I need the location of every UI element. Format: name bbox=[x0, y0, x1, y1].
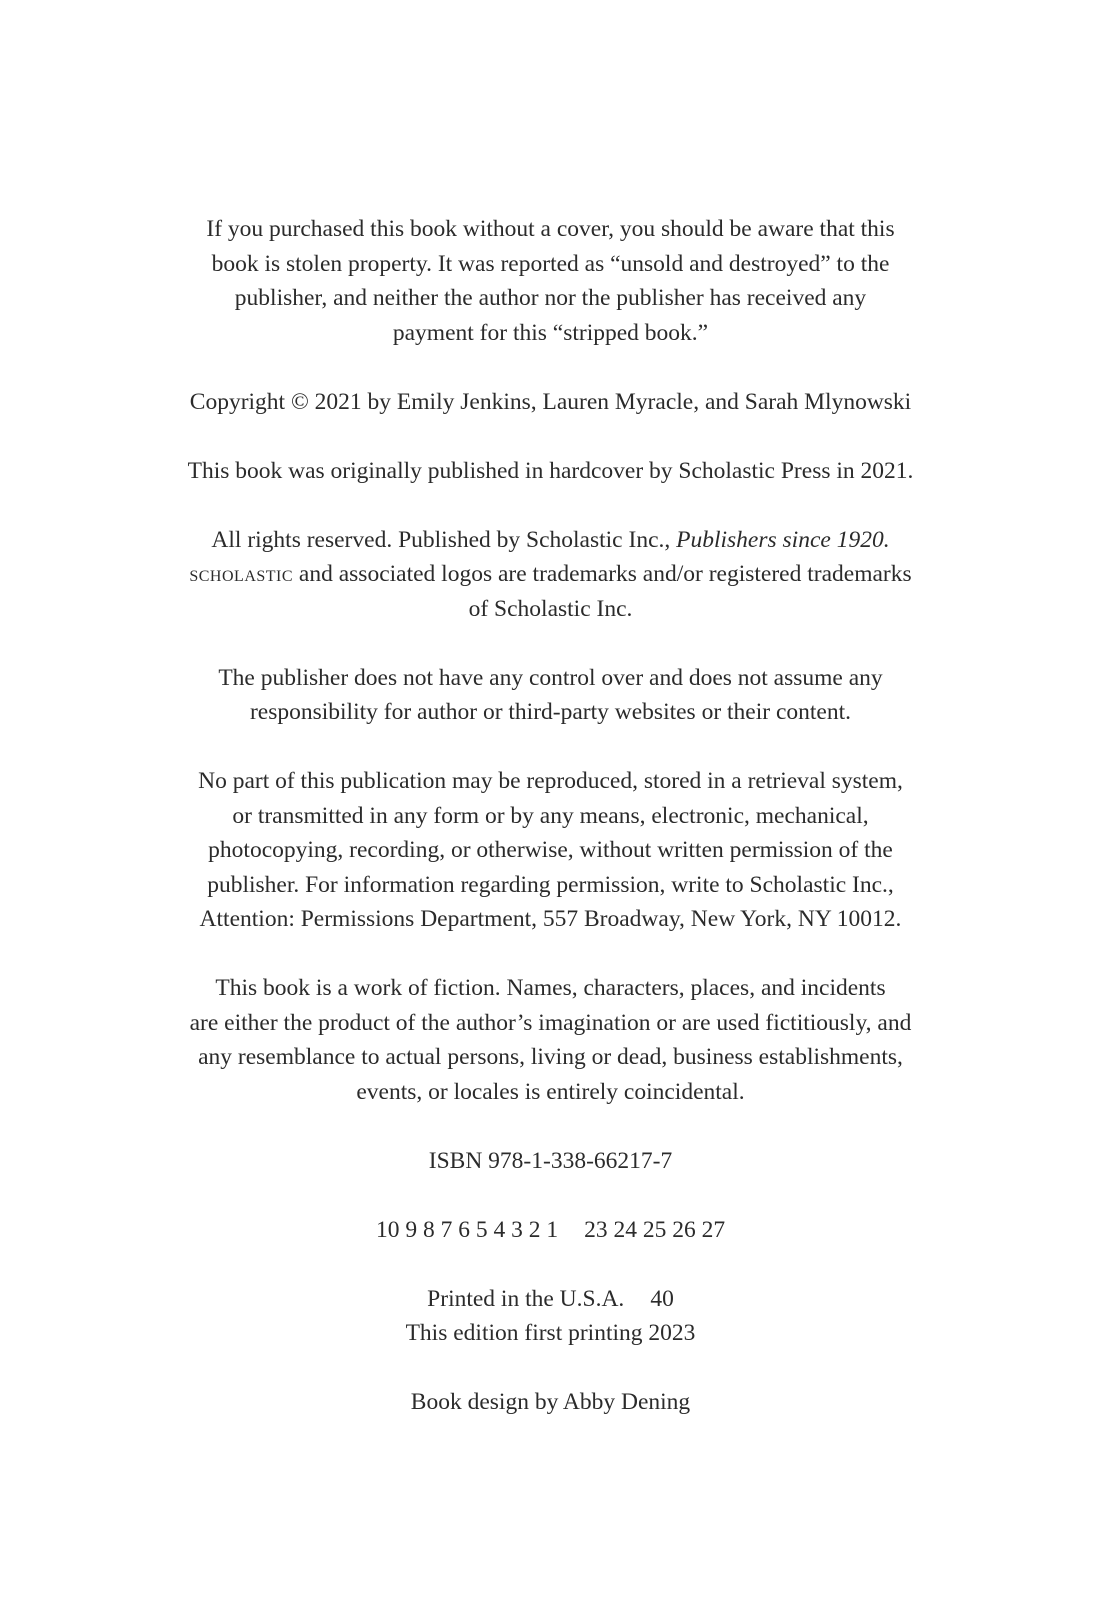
design-credit-block bbox=[0, 1385, 1101, 1420]
edition-line: This edition first printing 2023 bbox=[405, 1320, 696, 1346]
printer-code: 40 bbox=[650, 1285, 674, 1312]
copyright-line: Copyright © 2021 by Emily Jenkins, Lauren Myracle, and Sarah Mlynowski bbox=[189, 388, 912, 415]
year-numbers: 23 24 25 26 27 bbox=[584, 1216, 726, 1243]
scholastic-trademark: scholastic bbox=[189, 561, 294, 587]
printing-numbers-line bbox=[0, 1213, 1101, 1248]
printing-line bbox=[0, 1213, 1101, 1248]
fiction-line: any resemblance to actual persons, living or dead, business establishments, bbox=[198, 1044, 903, 1070]
trademark-text: and associated logos are trademarks and/or registered trademarks bbox=[293, 561, 912, 587]
copyright-statement bbox=[0, 385, 1101, 420]
notice-line: If you purchased this book without a cover, you should be aware that this bbox=[206, 216, 895, 242]
fiction-line: are either the product of the author’s imagination or are used fictitiously, and bbox=[189, 1009, 912, 1036]
disclaimer-line: The publisher does not have any control over and does not assume any bbox=[218, 664, 883, 691]
printed-in-block bbox=[0, 1282, 1101, 1351]
reproduction-line: photocopying, recording, or otherwise, without written permission of the bbox=[208, 837, 893, 863]
publishers-since-tagline: Publishers since 1920. bbox=[676, 526, 890, 553]
notice-line: payment for this “stripped book.” bbox=[392, 319, 709, 346]
fiction-notice bbox=[0, 971, 1101, 1109]
trademark-owner-line: of Scholastic Inc. bbox=[468, 595, 633, 622]
rights-line bbox=[0, 523, 1101, 558]
disclaimer-line: responsibility for author or third-party websites or their content. bbox=[249, 699, 852, 725]
original-publication-line: This book was originally published in hardcover by Scholastic Press in 2021. bbox=[187, 457, 914, 484]
fiction-line: This book is a work of fiction. Names, characters, places, and incidents bbox=[215, 975, 886, 1001]
rights-statement bbox=[0, 523, 1101, 627]
copyright-page bbox=[0, 212, 1101, 1454]
print-numbers: 10 9 8 7 6 5 4 3 2 1 bbox=[375, 1216, 559, 1243]
trademark-line bbox=[0, 557, 1101, 592]
notice-line: book is stolen property. It was reported as “unsold and destroyed” to the bbox=[211, 250, 890, 277]
reproduction-line: Attention: Permissions Department, 557 Broadway, New York, NY 10012. bbox=[199, 906, 902, 932]
notice-line: publisher, and neither the author nor the publisher has received any bbox=[234, 285, 867, 311]
fiction-line: events, or locales is entirely coincidental. bbox=[356, 1078, 745, 1105]
reproduction-line: No part of this publication may be reproduced, stored in a retrieval system, bbox=[198, 768, 903, 794]
websites-disclaimer bbox=[0, 661, 1101, 730]
design-credit: Book design by Abby Dening bbox=[410, 1389, 691, 1415]
original-publication-note bbox=[0, 454, 1101, 489]
reproduction-notice bbox=[0, 764, 1101, 937]
stripped-book-notice bbox=[0, 212, 1101, 350]
printed-in-line bbox=[0, 1282, 1101, 1317]
printed-country: Printed in the U.S.A. bbox=[427, 1285, 625, 1312]
rights-prefix: All rights reserved. Published by Scholastic Inc., bbox=[211, 526, 677, 553]
reproduction-line: or transmitted in any form or by any means, electronic, mechanical, bbox=[232, 802, 869, 829]
reproduction-line: publisher. For information regarding permission, write to Scholastic Inc., bbox=[207, 871, 894, 898]
isbn-block bbox=[0, 1144, 1101, 1179]
isbn: ISBN 978-1-338-66217-7 bbox=[428, 1147, 673, 1174]
